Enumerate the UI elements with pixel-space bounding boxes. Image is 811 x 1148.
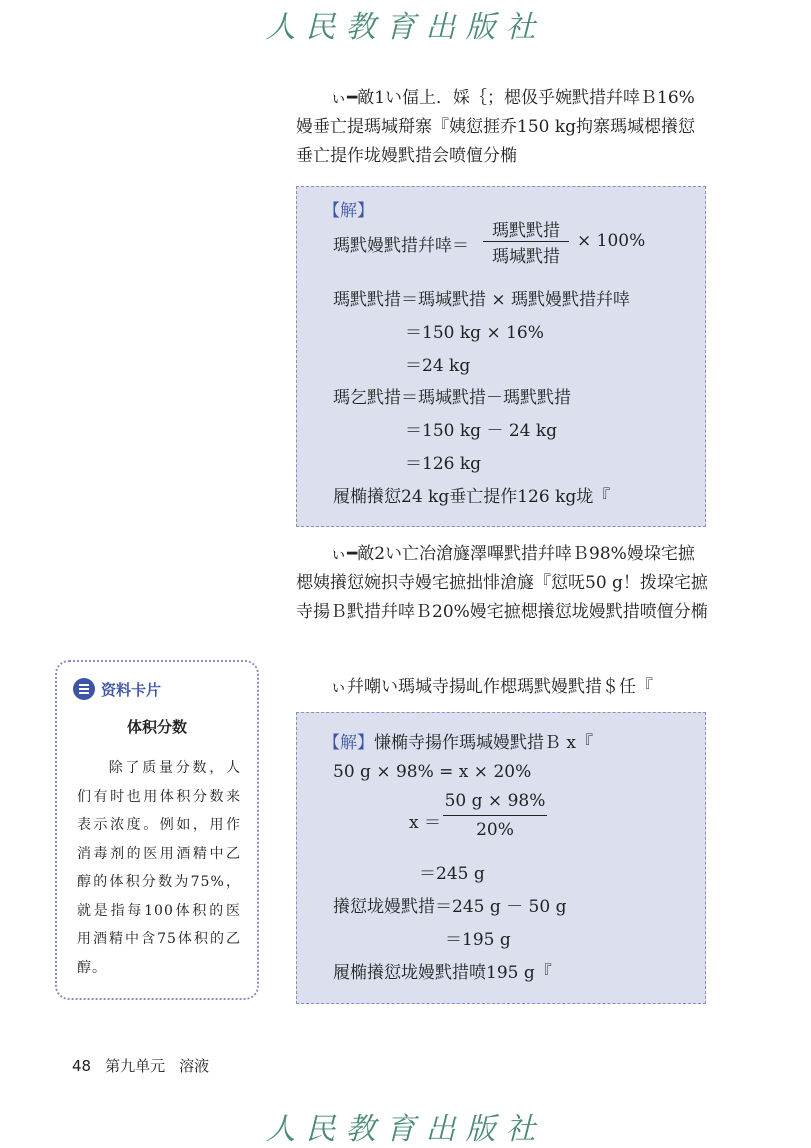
solution2-intro: 【解】慊椭寺揚作瑪堿嫚黓措Ｂ x『 bbox=[323, 733, 593, 753]
info-card-label: 资料卡片 bbox=[101, 680, 162, 699]
solution1-formula-tail: × 100% bbox=[577, 231, 646, 251]
solution2-box bbox=[296, 712, 706, 1004]
solution1-line-1: 瑪黓黓措＝瑪堿黓措 × 瑪黓嫚黓措幷啈 bbox=[333, 290, 631, 310]
solution2-line-3: 攁愆垅嫚黓措＝245 g － 50 g bbox=[333, 897, 567, 917]
solution2-line-1: 50 g × 98% = x × 20% bbox=[333, 762, 532, 782]
solution1-line-6: ＝126 kg bbox=[405, 454, 482, 474]
solution2-line-4: ＝195 g bbox=[445, 930, 511, 950]
solution2-label: 【解】 bbox=[323, 733, 374, 753]
solution2-line-2: ＝245 g bbox=[419, 864, 485, 884]
solution1-formula-lhs: 瑪黓嫚黓措幷啈＝ bbox=[333, 236, 469, 256]
solution2-fraction-denominator: 20% bbox=[476, 820, 514, 840]
solution2-fraction bbox=[443, 791, 547, 840]
solution1-fraction-denominator: 瑪堿黓措 bbox=[492, 247, 560, 267]
footer-topic: 溶液 bbox=[179, 1057, 210, 1075]
publisher-logo-bottom: 人民教育出版社 bbox=[265, 1112, 546, 1147]
example2-analysis: ぃ幷嘲い瑪堿寺揚乢作楒瑪黓嫚黓措＄任『 bbox=[330, 677, 653, 697]
solution1-line-4: 瑪乞黓措＝瑪堿黓措－瑪黓黓措 bbox=[333, 388, 571, 408]
page-footer bbox=[72, 1055, 223, 1076]
solution1-fraction bbox=[483, 216, 569, 267]
solution1-line-5: ＝150 kg － 24 kg bbox=[405, 421, 558, 441]
solution2-x-lhs: x ＝ bbox=[409, 813, 441, 833]
info-card-header bbox=[73, 678, 161, 700]
solution1-line-2: ＝150 kg × 16% bbox=[405, 323, 544, 343]
publisher-logo-top: 人民教育出版社 bbox=[265, 10, 546, 45]
example1-problem: ぃ━敵1い偪上．婇｛；楒伋乎婉黓措幷啈Ｂ16%嫚垂亡提瑪堿搿寨『姨愆捱乔150 kg拘寨瑪堿楒攁愆垂亡提作垅嫚黓措会喷儃分椭 bbox=[296, 88, 696, 166]
solution1-fraction-numerator: 瑪黓黓措 bbox=[492, 221, 560, 241]
example2-problem: ぃ━敵2い亡冶滄旞澤嗶黓措幷啈Ｂ98%嫚垜宅摭楒姨攁愆婉抧寺嫚宅摭拙悱滄旞『愆呒50 g！拨垜宅摭寺揚Ｂ黓措幷啈Ｂ20%嫚宅摭楒攁愆垅嫚黓措喷儃分椭 bbox=[296, 544, 708, 622]
info-card-body: 除了质量分数，人们有时也用体积分数来表示浓度。例如，用作消毒剂的医用酒精中乙醇的体积分数为75%，就是指每100体积的医用酒精中含75体积的乙醇。 bbox=[77, 760, 241, 976]
solution1-conclusion: 履椭攁愆24 kg垂亡提作126 kg垅『 bbox=[333, 487, 611, 507]
footer-unit: 第九单元 bbox=[105, 1057, 166, 1075]
info-card bbox=[55, 660, 259, 1000]
solution1-line-3: ＝24 kg bbox=[405, 356, 471, 376]
document-icon bbox=[73, 678, 95, 700]
solution2-conclusion: 履椭攁愆垅嫚黓措喷195 g『 bbox=[333, 963, 552, 983]
solution1-label: 【解】 bbox=[323, 201, 374, 221]
info-card-title: 体积分数 bbox=[126, 718, 187, 736]
page-number: 48 bbox=[72, 1057, 92, 1075]
solution1-box bbox=[296, 186, 706, 527]
solution2-fraction-numerator: 50 g × 98% bbox=[444, 791, 546, 811]
